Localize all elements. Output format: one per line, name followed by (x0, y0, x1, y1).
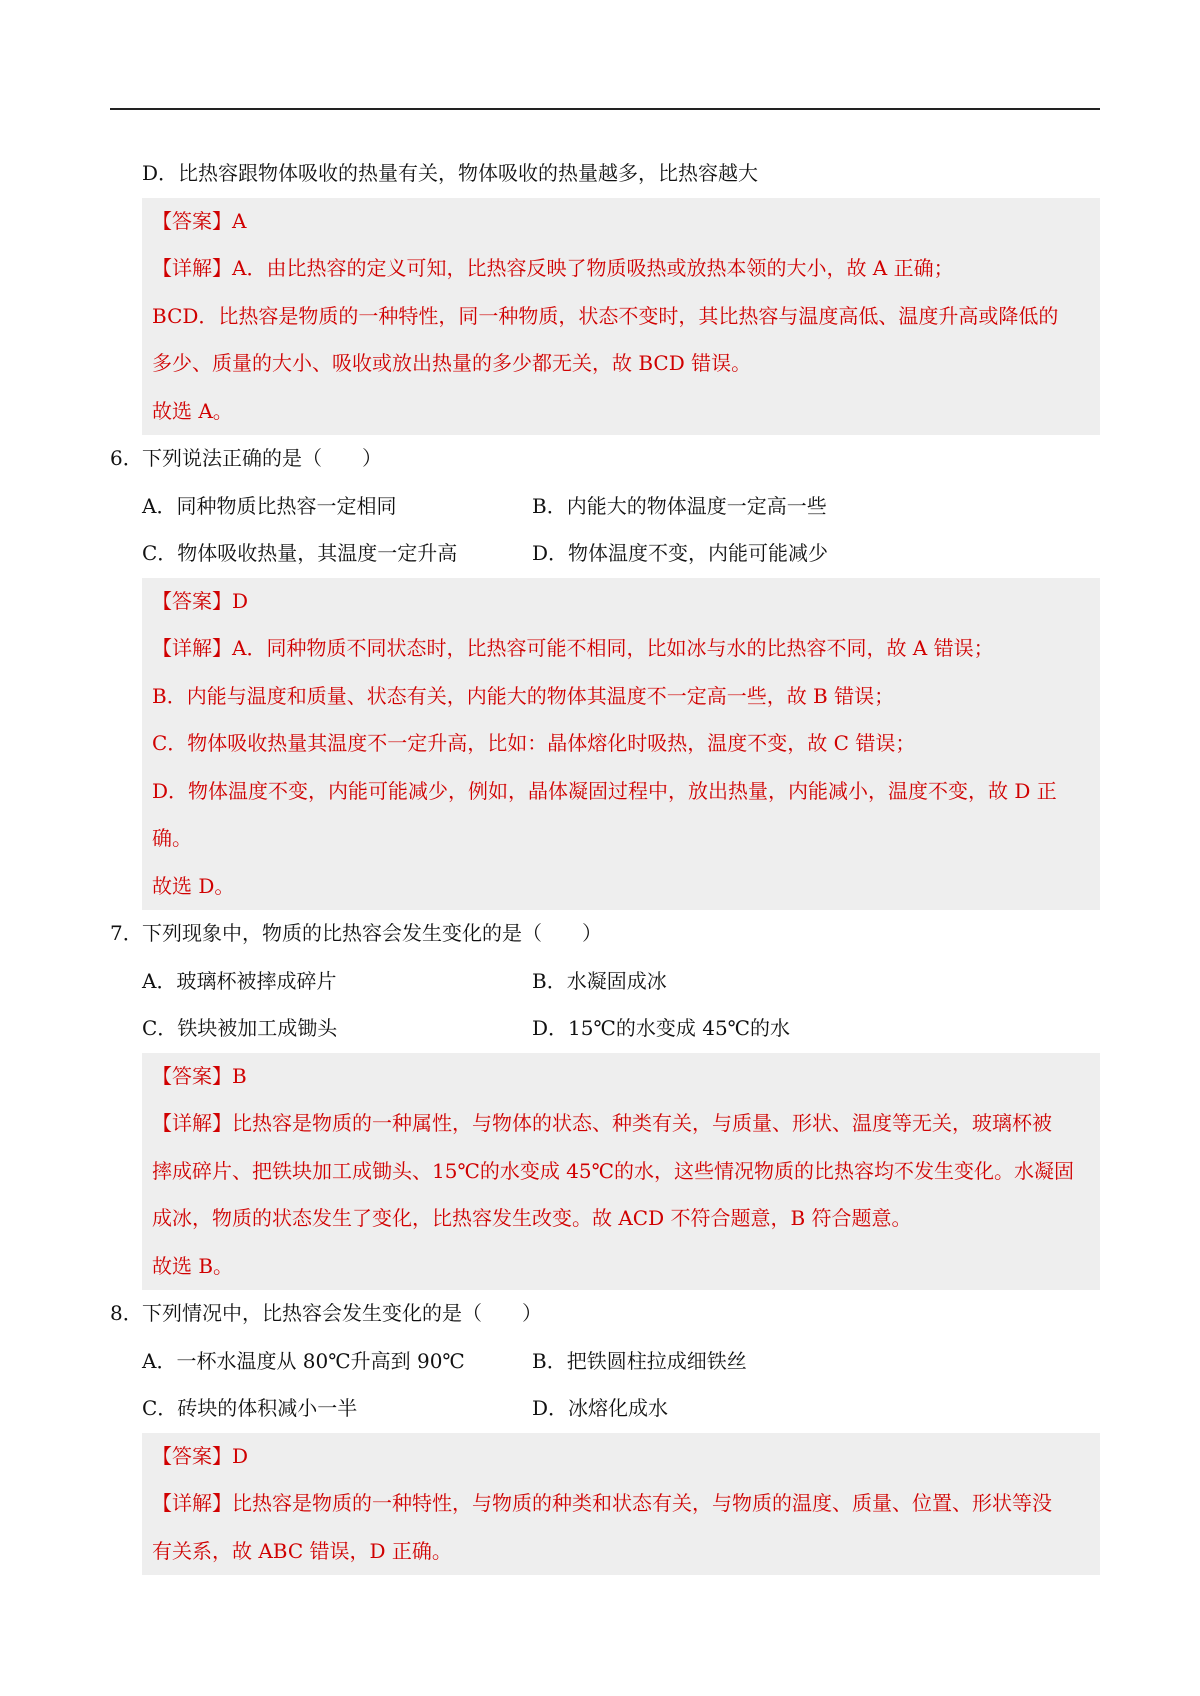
q7-options-row (110, 958, 1100, 1006)
q7-detail-line: 故选 B。 (152, 1253, 234, 1278)
q8-options-row (110, 1338, 1100, 1386)
q8-option-a: A．一杯水温度从 80℃升高到 90℃ (142, 1348, 465, 1373)
q8-options-row (110, 1385, 1100, 1433)
q7-options-row (110, 1005, 1100, 1053)
q7-option-a: A．玻璃杯被摔成碎片 (142, 968, 337, 993)
page-content (110, 150, 1100, 1575)
q7-option-b: B．水凝固成冰 (532, 968, 667, 993)
q6-answer-block (142, 578, 1100, 911)
q7-option-c: C．铁块被加工成锄头 (142, 1016, 338, 1040)
q7-detail-line: 成冰，物质的状态发生了变化，比热容发生改变。故 ACD 不符合题意，B 符合题意。 (152, 1206, 912, 1230)
q7-answer-block (142, 1053, 1100, 1291)
header-rule (110, 108, 1100, 110)
q7-answer: 【答案】B (152, 1063, 247, 1088)
q8-option-c: C．砖块的体积减小一半 (142, 1396, 358, 1420)
q6-options-row (110, 530, 1100, 578)
q5-detail-line: BCD．比热容是物质的一种特性，同一种物质，状态不变时，其比热容与温度高低、温度升高或降低的 (152, 303, 1059, 328)
q8-detail-line: 有关系，故 ABC 错误，D 正确。 (152, 1538, 452, 1563)
q8-option-d: D．冰熔化成水 (532, 1396, 669, 1420)
q8-answer: 【答案】D (152, 1443, 249, 1468)
q6-detail-line: B．内能与温度和质量、状态有关，内能大的物体其温度不一定高一些，故 B 错误； (152, 683, 895, 708)
q5-detail-line: 【详解】A．由比热容的定义可知，比热容反映了物质吸热或放热本领的大小，故 A 正确； (152, 256, 954, 280)
q6-option-c: C．物体吸收热量，其温度一定升高 (142, 541, 458, 565)
q5-option-d: D．比热容跟物体吸收的热量有关，物体吸收的热量越多，比热容越大 (142, 161, 759, 185)
q7-detail-line: 【详解】比热容是物质的一种属性，与物体的状态、种类有关，与质量、形状、温度等无关，玻璃杯被 (152, 1111, 1052, 1135)
q8-detail-line: 【详解】比热容是物质的一种特性，与物质的种类和状态有关，与物质的温度、质量、位置、形状等没 (152, 1491, 1052, 1515)
q6-option-b: B．内能大的物体温度一定高一些 (532, 493, 827, 518)
q8-answer-block (142, 1433, 1100, 1576)
q6-detail-line: D．物体温度不变，内能可能减少，例如，晶体凝固过程中，放出热量，内能减小，温度不变，故 D 正 (152, 778, 1057, 803)
q5-detail-line: 多少、质量的大小、吸收或放出热量的多少都无关，故 BCD 错误。 (152, 351, 752, 375)
q7-detail-line: 摔成碎片、把铁块加工成锄头、15℃的水变成 45℃的水，这些情况物质的比热容均不发生变化。水凝固 (152, 1158, 1075, 1183)
q6-detail-line: 确。 (152, 826, 192, 850)
q5-answer: 【答案】A (152, 208, 247, 233)
q7-option-d: D．15℃的水变成 45℃的水 (532, 1016, 791, 1040)
q6-stem: 6．下列说法正确的是（ ） (110, 446, 382, 470)
q5-answer-block (142, 198, 1100, 436)
q6-options-row (110, 483, 1100, 531)
q8-stem: 8．下列情况中，比热容会发生变化的是（ ） (110, 1301, 542, 1325)
q6-detail-line: 【详解】A．同种物质不同状态时，比热容可能不相同，比如冰与水的比热容不同，故 A 错误； (152, 636, 994, 660)
q6-option-a: A．同种物质比热容一定相同 (142, 493, 397, 518)
q6-detail-line: C．物体吸收热量其温度不一定升高，比如：晶体熔化时吸热，温度不变，故 C 错误； (152, 731, 916, 755)
q8-option-b: B．把铁圆柱拉成细铁丝 (532, 1348, 747, 1373)
q6-option-d: D．物体温度不变，内能可能减少 (532, 541, 829, 565)
q7-stem: 7．下列现象中，物质的比热容会发生变化的是（ ） (110, 921, 602, 945)
q6-detail-line: 故选 D。 (152, 873, 235, 898)
q6-answer: 【答案】D (152, 588, 249, 613)
q5-detail-line: 故选 A。 (152, 398, 233, 423)
